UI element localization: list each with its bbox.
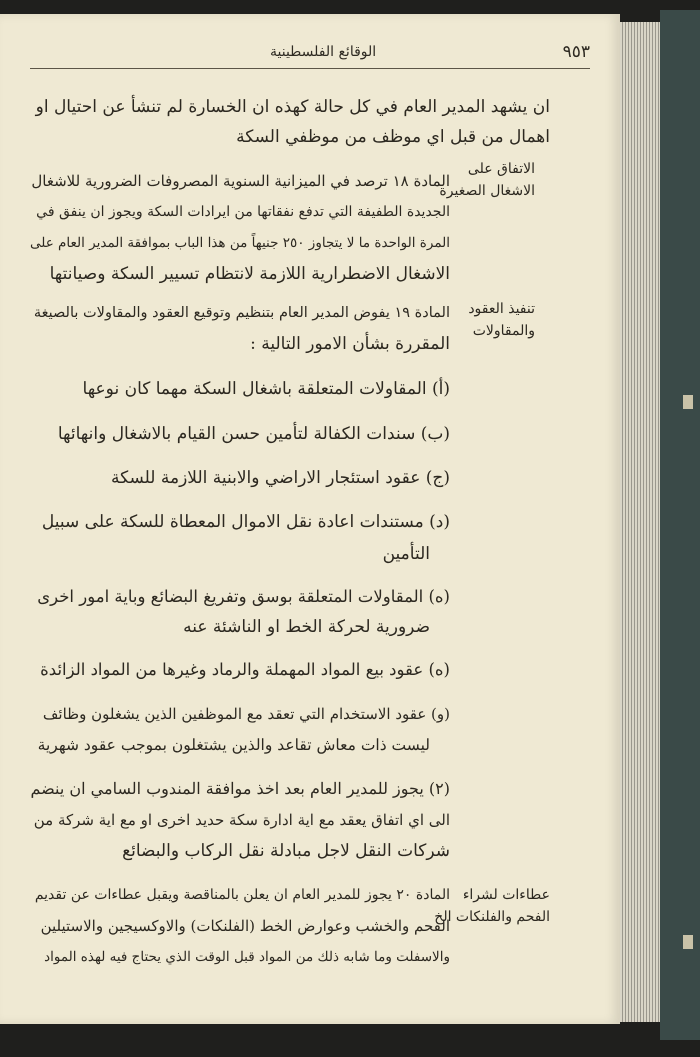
text-line: المادة ٢٠ يجوز للمدير العام ان يعلن بالمناقصة ويقبل عطاءات عن تقديم — [34, 887, 450, 903]
text-line: شركات النقل لاجل مبادلة نقل الركاب والبضائع — [122, 841, 450, 861]
text-line: المادة ١٨ ترصد في الميزانية السنوية المصروفات الضرورية للاشغال — [31, 172, 450, 190]
list-item: (ب) سندات الكفالة لتأمين حسن القيام بالاشغال وانهائها — [57, 424, 450, 444]
text-line: والاسفلت وما شابه ذلك من المواد قبل الوقت الذي يحتاج فيه لهذه المواد — [44, 949, 450, 965]
margin-note — [434, 884, 550, 928]
text-line: ان يشهد المدير العام في كل حالة كهذه ان الخسارة لم تنشأ عن احتيال او — [35, 97, 550, 117]
text-line: المادة ١٩ يفوض المدير العام بتنظيم وتوقيع العقود والمقاولات بالصيغة — [33, 305, 450, 321]
margin-note — [468, 298, 535, 342]
list-item: (ج) عقود استئجار الاراضي والابنية اللازمة للسكة — [111, 468, 450, 488]
text-line: المقررة بشأن الامور التالية : — [250, 334, 450, 354]
text-line: المرة الواحدة ما لا يتجاوز ٢٥٠ جنيهاً من هذا الباب بموافقة المدير العام على — [29, 235, 450, 251]
page-header — [30, 40, 590, 69]
list-item: (ه) المقاولات المتعلقة بوسق وتفريغ البضائع وباية امور اخرى — [37, 587, 450, 606]
book-cover — [660, 10, 700, 1040]
list-item-cont: التأمين — [382, 544, 430, 564]
text-line: الى اي اتفاق يعقد مع اية ادارة سكة حديد اخرى او مع اية شركة من — [33, 811, 450, 829]
margin-note-text: الاتفاق على الاشغال الصغيرة — [439, 161, 535, 199]
cover-mark — [683, 935, 693, 949]
list-item: (و) عقود الاستخدام التي تعقد مع الموظفين الذين يشغلون وظائف — [42, 705, 450, 723]
margin-note-text: تنفيذ العقود والمقاولات — [468, 301, 535, 339]
text-line: اهمال من قبل اي موظف من موظفي السكة — [236, 127, 550, 147]
list-item: (ه) عقود بيع المواد المهملة والرماد وغيرها من المواد الزائدة — [40, 660, 450, 679]
margin-note — [439, 158, 535, 202]
text-line: الجديدة الطفيفة التي تدفع نفقاتها من ايرادات السكة ويجوز ان ينفق في — [36, 204, 450, 220]
list-item-cont: ضرورية لحركة الخط او الناشئة عنه — [183, 617, 430, 637]
text-line: الاشغال الاضطرارية اللازمة لانتظام تسيير السكة وصيانتها — [49, 264, 450, 284]
list-item: (أ) المقاولات المتعلقة باشغال السكة مهما كان نوعها — [82, 379, 450, 399]
text-line: الفحم والخشب وعوارض الخط (الفلنكات) والاوكسيجين والاستيلين — [40, 917, 450, 935]
margin-note-text: عطاءات لشراء الفحم والفلنكات الخ — [434, 887, 550, 925]
list-item-cont: ليست ذات معاش تقاعد والذين يشتغلون بموجب عقود شهرية — [37, 736, 430, 754]
list-item: (د) مستندات اعادة نقل الاموال المعطاة للسكة على سبيل — [41, 512, 450, 532]
page-number: ٩٥٣ — [562, 42, 590, 62]
text-line: (٢) يجوز للمدير العام بعد اخذ موافقة المندوب السامي ان ينضم — [30, 779, 450, 798]
page-edges — [620, 22, 660, 1022]
cover-mark — [683, 395, 693, 409]
journal-title: الوقائع الفلسطينية — [270, 44, 377, 60]
